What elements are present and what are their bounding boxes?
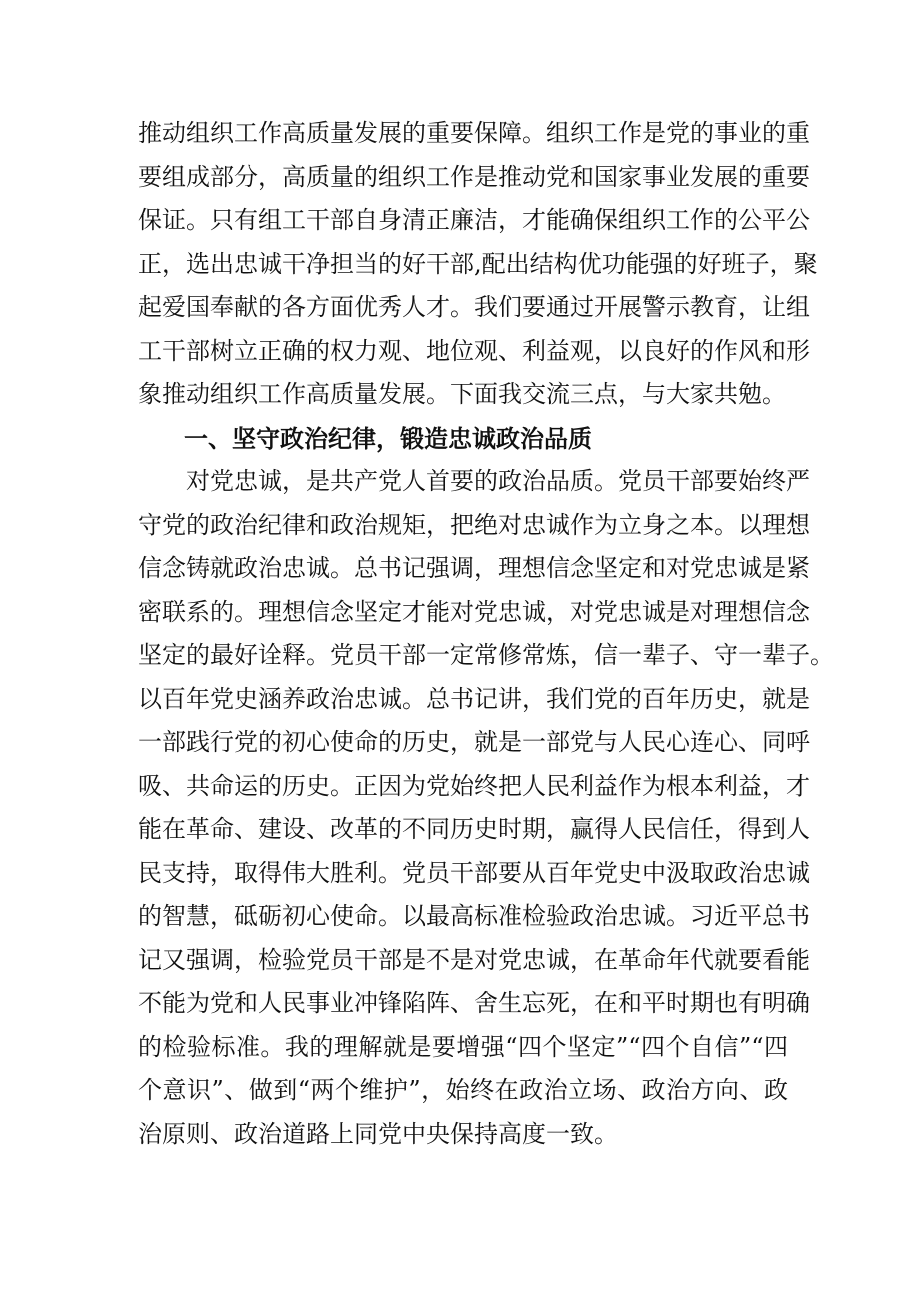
paragraph-line: 对党忠诚，是共产党人首要的政治品质。党员干部要始终严	[138, 467, 810, 495]
paragraph-line: 民支持，取得伟大胜利。党员干部要从百年党史中汲取政治忠诚	[138, 858, 810, 887]
paragraph-line: 以百年党史涵养政治忠诚。总书记讲，我们党的百年历史，就是	[138, 684, 810, 713]
paragraph-line: 起爱国奉献的各方面优秀人才。我们要通过开展警示教育，让组	[138, 293, 810, 321]
paragraph-line: 的检验标准。我的理解就是要增强“四个坚定”“四个自信”“四	[138, 1032, 788, 1061]
paragraph-line: 守党的政治纪律和政治规矩，把绝对忠诚作为立身之本。以理想	[138, 510, 810, 539]
paragraph-line: 密联系的。理想信念坚定才能对党忠诚，对党忠诚是对理想信念	[138, 597, 810, 626]
paragraph-line: 记又强调，检验党员干部是不是对党忠诚，在革命年代就要看能	[138, 945, 810, 974]
intro-paragraph	[138, 112, 818, 417]
paragraph-line: 工干部树立正确的权力观、地位观、利益观，以良好的作风和形	[138, 336, 810, 365]
section-paragraph	[138, 460, 834, 1156]
paragraph-line: 保证。只有组工干部自身清正廉洁，才能确保组织工作的公平公	[138, 206, 810, 234]
paragraph-line: 的智慧，砥砺初心使命。以最高标准检验政治忠诚。习近平总书	[138, 902, 810, 930]
paragraph-line: 吸、共命运的历史。正因为党始终把人民利益作为根本利益，才	[138, 771, 810, 800]
paragraph-line: 要组成部分，高质量的组织工作是推动党和国家事业发展的重要	[138, 162, 810, 191]
paragraph-line: 推动组织工作高质量发展的重要保障。组织工作是党的事业的重	[138, 119, 810, 147]
section-heading: 一、坚守政治纪律，锻造忠诚政治品质	[184, 425, 592, 453]
paragraph-line: 坚定的最好诠释。党员干部一定常修常炼，信一辈子、守一辈子。	[138, 641, 834, 669]
paragraph-line: 个意识”、做到“两个维护”，始终在政治立场、政治方向、政	[138, 1076, 788, 1104]
paragraph-line: 一部践行党的初心使命的历史，就是一部党与人民心连心、同呼	[138, 728, 810, 756]
paragraph-line: 象推动组织工作高质量发展。下面我交流三点，与大家共勉。	[138, 380, 786, 408]
paragraph-line: 不能为党和人民事业冲锋陷阵、舍生忘死，在和平时期也有明确	[138, 989, 810, 1017]
paragraph-line: 能在革命、建设、改革的不同历史时期，赢得人民信任，得到人	[138, 815, 810, 843]
paragraph-line: 治原则、政治道路上同党中央保持高度一致。	[138, 1119, 618, 1148]
paragraph-line: 信念铸就政治忠诚。总书记强调，理想信念坚定和对党忠诚是紧	[138, 554, 810, 582]
paragraph-line: 正，选出忠诚干净担当的好干部,配出结构优功能强的好班子，聚	[138, 249, 818, 278]
